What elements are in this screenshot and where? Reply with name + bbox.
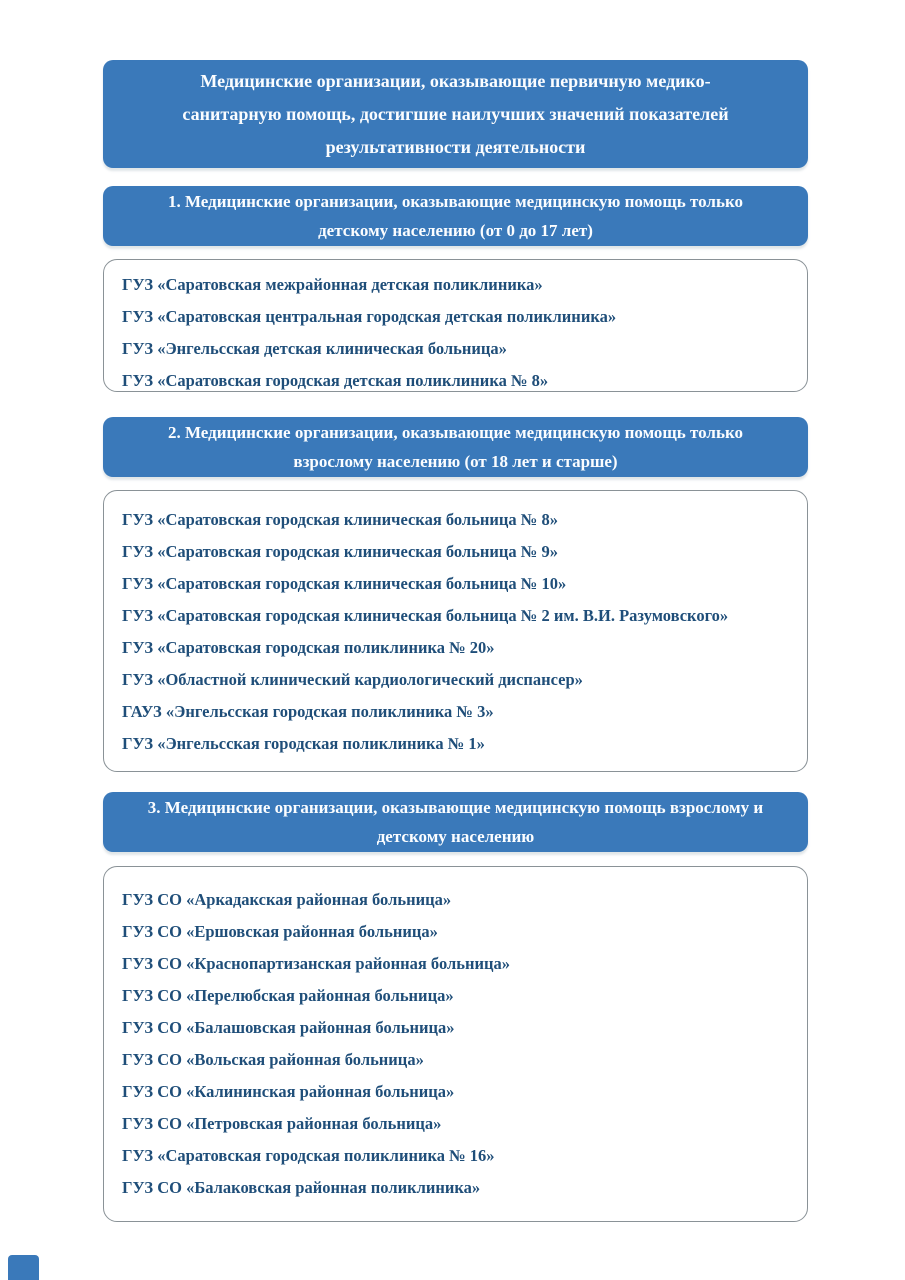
section-1-header: 1. Медицинские организации, оказывающие медицинскую помощь только детскому населению (от 0 до 17 лет) bbox=[167, 192, 744, 240]
document-title: Медицинские организации, оказывающие первичную медико-санитарную помощь, достигшие наилучших значений показателей результативности деятельности bbox=[182, 70, 729, 157]
org-list-item: ГУЗ «Саратовская городская поликлиника № 16» bbox=[122, 1146, 495, 1165]
section-2-header: 2. Медицинские организации, оказывающие медицинскую помощь только взрослому населению (от 18 лет и старше) bbox=[167, 423, 744, 471]
org-list-item: ГУЗ «Саратовская городская клиническая больница № 2 им. В.И. Разумовского» bbox=[122, 606, 729, 625]
org-list-item: ГУЗ СО «Петровская районная больница» bbox=[122, 1114, 442, 1133]
section-3-header-banner bbox=[103, 792, 808, 852]
org-list-item: ГУЗ СО «Краснопартизанская районная больница» bbox=[122, 954, 510, 973]
section-1-org-list bbox=[103, 259, 808, 392]
org-list-item: ГАУЗ «Энгельсская городская поликлиника № 3» bbox=[122, 702, 494, 721]
org-list-item: ГУЗ «Саратовская городская поликлиника № 20» bbox=[122, 638, 495, 657]
org-list-item: ГУЗ «Саратовская межрайонная детская поликлиника» bbox=[122, 275, 543, 294]
org-list-item: ГУЗ «Энгельсская городская поликлиника № 1» bbox=[122, 734, 485, 753]
org-list-item: ГУЗ «Областной клинический кардиологический диспансер» bbox=[122, 670, 583, 689]
document-title-banner bbox=[103, 60, 808, 168]
org-list-item: ГУЗ «Энгельсская детская клиническая больница» bbox=[122, 339, 507, 358]
org-list-item: ГУЗ СО «Балаковская районная поликлиника» bbox=[122, 1178, 481, 1197]
org-list-item: ГУЗ СО «Аркадакская районная больница» bbox=[122, 890, 452, 909]
org-list-item: ГУЗ «Саратовская городская клиническая больница № 9» bbox=[122, 542, 559, 561]
org-list-item: ГУЗ СО «Балашовская районная больница» bbox=[122, 1018, 455, 1037]
org-list-item: ГУЗ СО «Вольская районная больница» bbox=[122, 1050, 424, 1069]
org-list-item: ГУЗ «Саратовская городская клиническая больница № 10» bbox=[122, 574, 567, 593]
section-2-header-banner bbox=[103, 417, 808, 477]
section-3-org-list bbox=[103, 866, 808, 1222]
next-page-banner-fragment bbox=[8, 1255, 39, 1280]
org-list-item: ГУЗ СО «Калининская районная больница» bbox=[122, 1082, 455, 1101]
org-list-item: ГУЗ «Саратовская центральная городская детская поликлиника» bbox=[122, 307, 617, 326]
section-2-org-list bbox=[103, 490, 808, 772]
org-list-item: ГУЗ «Саратовская городская клиническая больница № 8» bbox=[122, 510, 559, 529]
section-1-header-banner bbox=[103, 186, 808, 246]
org-list-item: ГУЗ «Саратовская городская детская поликлиника № 8» bbox=[122, 371, 549, 390]
org-list-item: ГУЗ СО «Перелюбская районная больница» bbox=[122, 986, 454, 1005]
section-3-header: 3. Медицинские организации, оказывающие медицинскую помощь взрослому и детскому населению bbox=[147, 798, 764, 846]
org-list-item: ГУЗ СО «Ершовская районная больница» bbox=[122, 922, 438, 941]
